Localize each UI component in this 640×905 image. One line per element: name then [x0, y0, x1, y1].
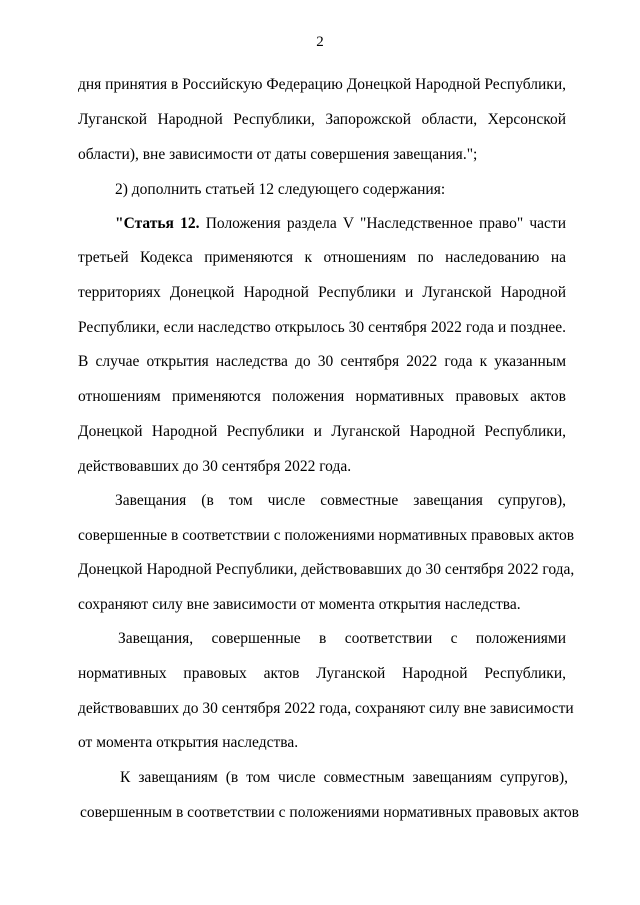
text-line-21: К завещаниям (в том числе совместным завещаниям супругов), [120, 769, 568, 786]
text-line-3: области), вне зависимости от даты совершения завещания."; [78, 146, 478, 163]
text-line-6: третьей Кодекса применяются к отношениям по наследованию на [78, 249, 566, 266]
text-line-16: сохраняют силу вне зависимости от момента открытия наследства. [78, 596, 521, 613]
text-line-10: отношениям применяются положения нормативных правовых актов [78, 388, 566, 405]
article-12-first-line [115, 214, 566, 234]
article-12-heading: "Статья 12. [115, 215, 200, 232]
text-line-20: от момента открытия наследства. [78, 734, 299, 751]
text-line-12: действовавших до 30 сентября 2022 года. [78, 458, 352, 475]
text-line-13: Завещания (в том числе совместные завещания супругов), [115, 492, 566, 509]
text-line-2: Луганской Народной Республики, Запорожской области, Херсонской [78, 111, 566, 128]
text-line-11: Донецкой Народной Республики и Луганской Народной Республики, [78, 423, 566, 440]
text-line-14: совершенные в соответствии с положениями нормативных правовых актов [78, 527, 575, 544]
text-line-7: территориях Донецкой Народной Республики и Луганской Народной [78, 284, 566, 301]
text-line-8: Республики, если наследство открылось 30 сентября 2022 года и позднее. [78, 319, 566, 336]
text-line-18: нормативных правовых актов Луганской Народной Республики, [78, 665, 566, 682]
text-line-19: действовавших до 30 сентября 2022 года, сохраняют силу вне зависимости [78, 700, 574, 717]
text-line-17: Завещания, совершенные в соответствии с положениями [118, 630, 566, 647]
text-line-9: В случае открытия наследства до 30 сентября 2022 года к указанным [78, 353, 566, 370]
article-12-first-line-text: Положения раздела V "Наследственное право" части [199, 215, 566, 232]
text-line-4: 2) дополнить статьей 12 следующего содержания: [115, 181, 446, 198]
text-line-22: совершенным в соответствии с положениями нормативных правовых актов [80, 804, 579, 821]
text-line-15: Донецкой Народной Республики, действовавших до 30 сентября 2022 года, [78, 561, 575, 578]
page-number: 2 [316, 34, 324, 50]
text-line-1: дня принятия в Российскую Федерацию Донецкой Народной Республики, [78, 76, 567, 93]
